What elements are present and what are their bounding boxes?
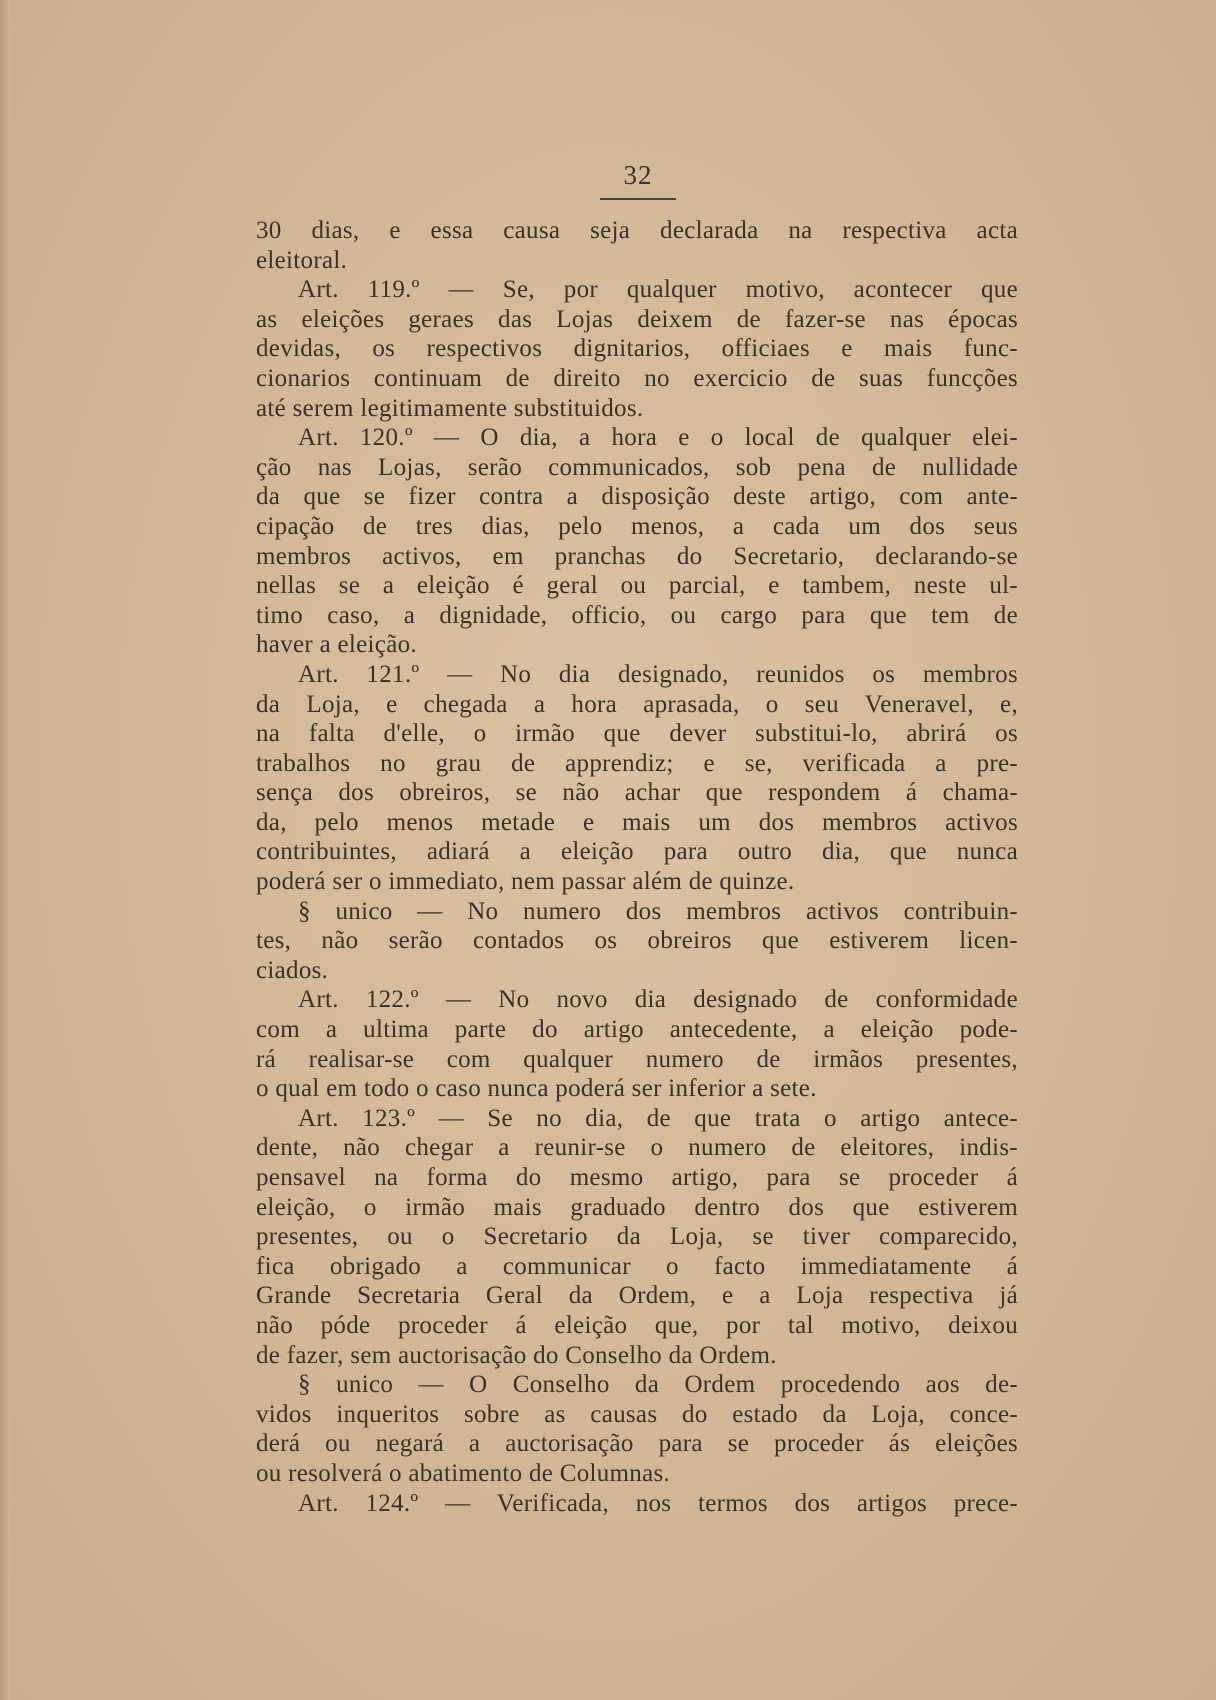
- text-line: de fazer, sem auctorisação do Conselho da Ordem.: [256, 1341, 777, 1369]
- text-line: Art. 121.º — No dia designado, reunidos os membros: [298, 660, 1018, 688]
- text-line: Art. 119.º — Se, por qualquer motivo, acontecer que: [298, 276, 1018, 304]
- text-line: presentes, ou o Secretario da Loja, se tiver comparecido,: [256, 1223, 1018, 1251]
- text-line: pensavel na forma do mesmo artigo, para se proceder á: [256, 1164, 1018, 1191]
- text-line: cipação de tres dias, pelo menos, a cada um dos seus: [256, 512, 1018, 540]
- text-line: eleitoral.: [256, 246, 348, 274]
- text-line: ciados.: [256, 956, 329, 984]
- text-line: 30 dias, e essa causa seja declarada na respectiva acta: [256, 217, 1018, 244]
- text-line: Art. 124.º — Verificada, nos termos dos artigos prece-: [298, 1489, 1018, 1517]
- text-line: ou resolverá o abatimento de Columnas.: [256, 1459, 671, 1487]
- text-line: eleição, o irmão mais graduado dentro dos que estiverem: [256, 1193, 1018, 1221]
- text-line: Art. 123.º — Se no dia, de que trata o artigo antece-: [298, 1104, 1018, 1132]
- text-line: derá ou negará a auctorisação para se proceder ás eleições: [256, 1430, 1018, 1458]
- text-line: sença dos obreiros, se não achar que respondem á chama-: [256, 779, 1018, 807]
- text-line: da Loja, e chegada a hora aprasada, o seu Veneravel, e,: [256, 690, 1018, 718]
- text-line: nellas se a eleição é geral ou parcial, e tambem, neste ul-: [256, 572, 1018, 600]
- text-line: cionarios continuam de direito no exercicio de suas funcções: [256, 364, 1018, 392]
- page-number: 32: [623, 160, 653, 190]
- text-line: dente, não chegar a reunir-se o numero de eleitores, indis-: [256, 1134, 1018, 1162]
- text-line: na falta d'elle, o irmão que dever substitui-lo, abrirá os: [256, 720, 1018, 748]
- text-line: até serem legitimamente substituidos.: [256, 394, 644, 422]
- text-line: rá realisar-se com qualquer numero de irmãos presentes,: [256, 1045, 1018, 1073]
- page-number-rule: [600, 198, 676, 200]
- text-line: as eleições geraes das Lojas deixem de fazer-se nas épocas: [256, 305, 1018, 333]
- text-line: trabalhos no grau de apprendiz; e se, verificada a pre-: [256, 749, 1018, 777]
- text-line: da, pelo menos metade e mais um dos membros activos: [256, 808, 1018, 836]
- text-line: tes, não serão contados os obreiros que estiverem licen-: [256, 927, 1018, 955]
- page-binding-edge: [0, 0, 10, 1700]
- text-line: Art. 120.º — O dia, a hora e o local de qualquer elei-: [298, 424, 1018, 452]
- text-line: § unico — O Conselho da Ordem procedendo aos de-: [298, 1371, 1018, 1399]
- text-line: haver a eleição.: [256, 631, 417, 659]
- text-line: com a ultima parte do artigo antecedente, a eleição pode-: [256, 1016, 1018, 1044]
- text-line: não póde proceder á eleição que, por tal motivo, deixou: [256, 1311, 1018, 1339]
- text-line: fica obrigado a communicar o facto immediatamente á: [256, 1252, 1018, 1280]
- text-line: Grande Secretaria Geral da Ordem, e a Loja respectiva já: [256, 1282, 1018, 1310]
- text-line: membros activos, em pranchas do Secretario, declarando-se: [256, 542, 1018, 570]
- text-line: § unico — No numero dos membros activos contribuin-: [298, 897, 1018, 925]
- text-line: ção nas Lojas, serão communicados, sob pena de nullidade: [256, 453, 1018, 481]
- text-line: timo caso, a dignidade, officio, ou cargo para que tem de: [256, 601, 1018, 629]
- text-line: Art. 122.º — No novo dia designado de conformidade: [298, 986, 1018, 1014]
- body-text: [256, 216, 1018, 1518]
- text-line: poderá ser o immediato, nem passar além de quinze.: [256, 868, 795, 896]
- text-line: devidas, os respectivos dignitarios, officiaes e mais func-: [256, 335, 1018, 363]
- text-line: contribuintes, adiará a eleição para outro dia, que nunca: [256, 838, 1018, 866]
- text-line: da que se fizer contra a disposição deste artigo, com ante-: [256, 483, 1018, 511]
- text-line: vidos inqueritos sobre as causas do estado da Loja, conce-: [256, 1400, 1018, 1428]
- text-line: o qual em todo o caso nunca poderá ser inferior a sete.: [256, 1075, 817, 1103]
